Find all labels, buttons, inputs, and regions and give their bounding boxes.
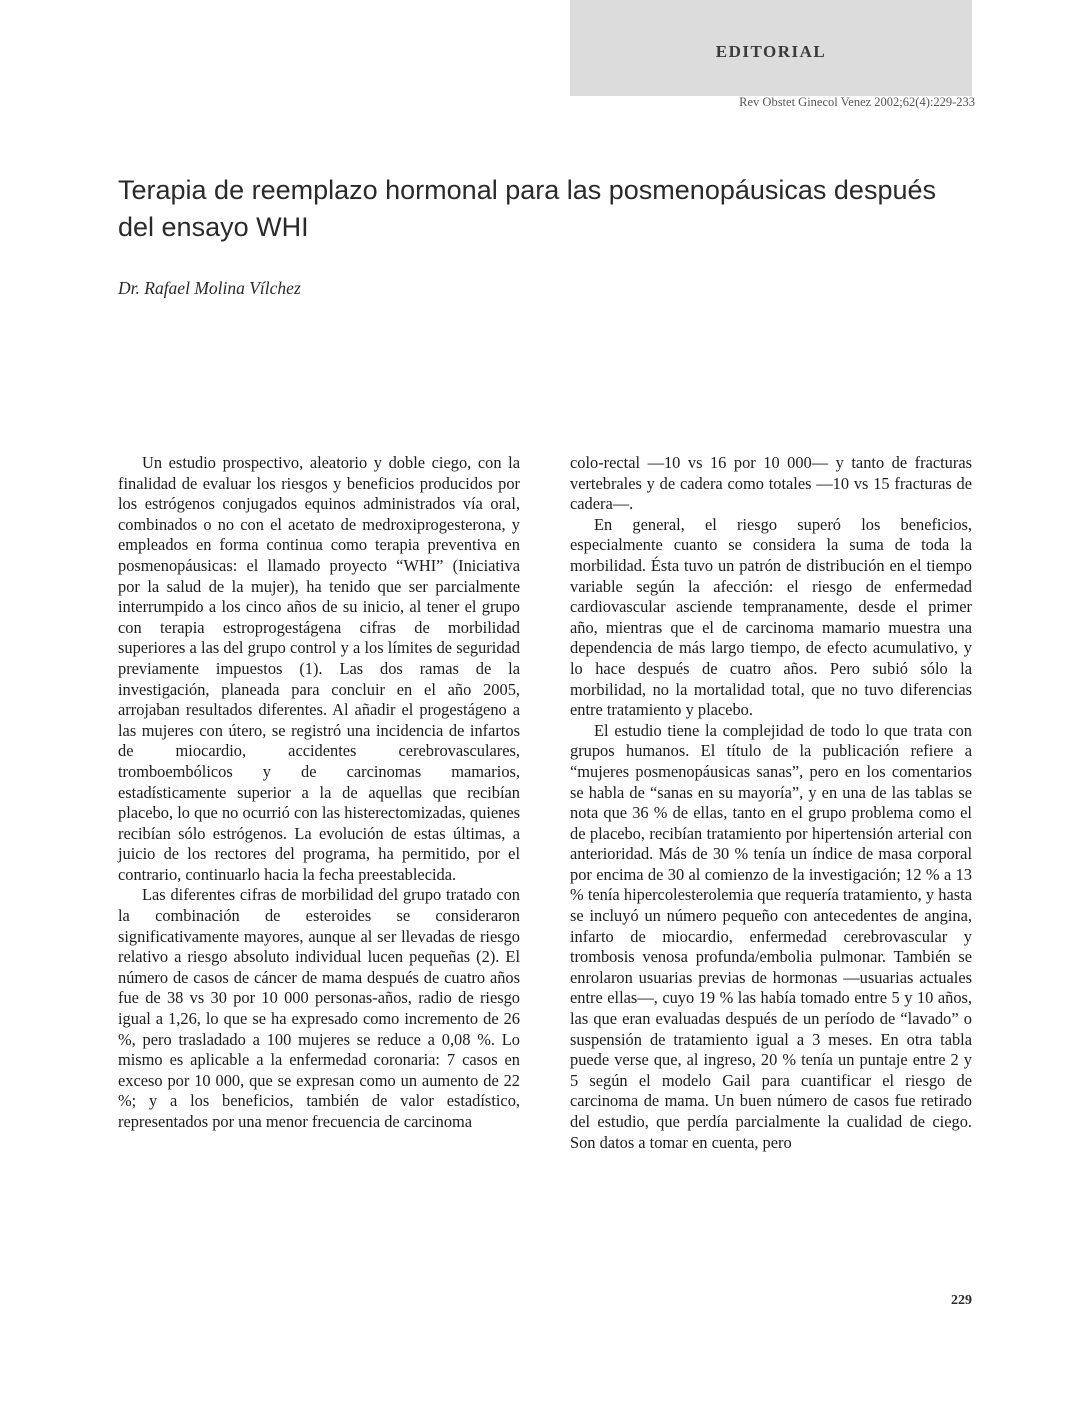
- paragraph: El estudio tiene la complejidad de todo lo que trata con grupos humanos. El título de la publicación refiere a “mujeres posmenopáusicas sanas”, pero en los comentarios se habla de “sanas en su mayoría”, y en una de las tablas se nota que 36 % de ellas, tanto en el grupo problema como el de placebo, recibían tratamiento por hipertensión arterial con anterioridad. Más de 30 % tenía un índice de masa corporal por encima de 30 al comienzo de la investigación; 12 % a 13 % tenía hipercolesterolemia que requería tratamiento, y hasta se incluyó un número pequeño con antecedentes de angina, infarto de miocardio, enfermedad cerebrovascular y trombosis venosa profunda/embolia pulmonar. También se enrolaron usuarias previas de hormonas —usuarias actuales entre ellas—, cuyo 19 % las había tomado entre 5 y 10 años, las que eran evaluadas después de un período de “lavado” o suspensión de tratamiento igual a 3 meses. En otra tabla puede verse que, al ingreso, 20 % tenía un puntaje entre 2 y 5 según el modelo Gail para cuantificar el riesgo de carcinoma de mama. Un buen número de casos fue retirado del estudio, que perdía parcialmente la cualidad de ciego. Son datos a tomar en cuenta, pero: [570, 720, 972, 1152]
- paragraph: colo-rectal —10 vs 16 por 10 000— y tanto de fracturas vertebrales y de cadera como totales —10 vs 15 fracturas de cadera—.: [570, 453, 972, 514]
- page-number: 229: [951, 1293, 972, 1308]
- body-column-right: [570, 453, 972, 1153]
- section-header-box: [570, 0, 972, 96]
- paragraph: Las diferentes cifras de morbilidad del grupo tratado con la combinación de esteroides se consideraron significativamente mayores, aunque al ser llevadas de riesgo relativo a riesgo absoluto individual lucen pequeñas (2). El número de casos de cáncer de mama después de cuatro años fue de 38 vs 30 por 10 000 personas-años, radio de riesgo igual a 1,26, lo que se ha expresado como incremento de 26 %, pero trasladado a 100 mujeres se reduce a 0,08 %. Lo mismo es aplicable a la enfermedad coronaria: 7 casos en exceso por 10 000, que se expresan como un aumento de 22 %; y a los beneficios, también de valor estadístico, representados por una menor frecuencia de carcinoma: [118, 885, 520, 1131]
- paragraph: En general, el riesgo superó los beneficios, especialmente cuanto se considera la suma de toda la morbilidad. Ésta tuvo un patrón de distribución en el tiempo variable según la afección: el riesgo de enfermedad cardiovascular asciende tempranamente, desde el primer año, mientras que el de carcinoma mamario muestra una dependencia de más largo tiempo, de efecto acumulativo, y lo hace después de cuatro años. Pero subió sólo la morbilidad, no la mortalidad total, que no tuvo diferencias entre tratamiento y placebo.: [570, 514, 972, 720]
- article-title: Terapia de reemplazo hormonal para las posmenopáusicas después del ensayo WHI: [118, 175, 936, 242]
- article-author: Dr. Rafael Molina Vílchez: [118, 278, 301, 298]
- paragraph: Un estudio prospectivo, aleatorio y doble ciego, con la finalidad de evaluar los riesgos y beneficios producidos por los estrógenos conjugados equinos administrados vía oral, combinados o no con el acetato de medroxiprogesterona, y empleados en forma continua como terapia preventiva en posmenopáusicas: el llamado proyecto “WHI” (Iniciativa por la salud de la mujer), ha tenido que ser parcialmente interrumpido a los cinco años de su inicio, al tener el grupo con terapia estroprogestágena cifras de morbilidad superiores a las del grupo control y a los límites de seguridad previamente impuestos (1). Las dos ramas de la investigación, planeada para concluir en el año 2005, arrojaban resultados diferentes. Al añadir el progestágeno a las mujeres con útero, se registró una incidencia de infartos de miocardio, accidentes cerebrovasculares, tromboembólicos y de carcinomas mamarios, estadísticamente superior a la de aquellas que recibían placebo, lo que no ocurrió con las histerectomizadas, quienes recibían sólo estrógenos. La evolución de estas últimas, a juicio de los rectores del programa, ha permitido, por el contrario, continuarlo hacia la fecha preestablecida.: [118, 453, 520, 884]
- journal-citation: Rev Obstet Ginecol Venez 2002;62(4):229-233: [739, 95, 975, 109]
- section-label: EDITORIAL: [715, 42, 827, 61]
- body-column-left: [118, 453, 520, 1133]
